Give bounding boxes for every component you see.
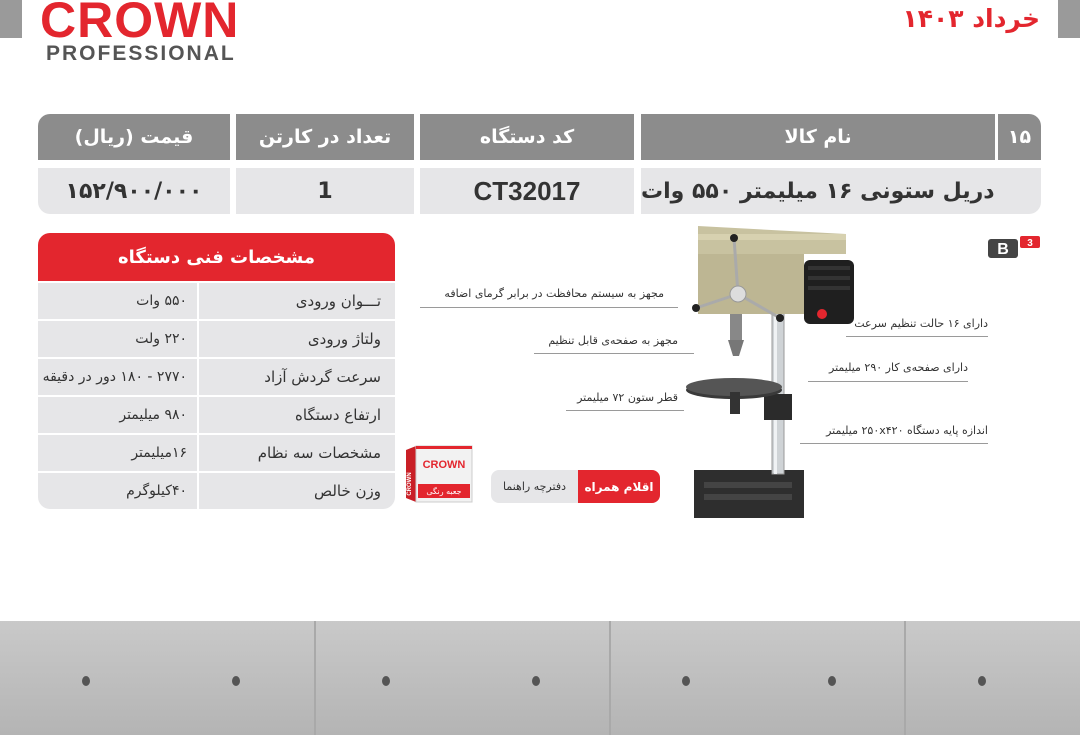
product-number: ۱۵	[998, 114, 1041, 160]
feature-note: قطر ستون ۷۲ میلیمتر	[577, 391, 678, 404]
accessories-title: اقلام همراه	[578, 470, 660, 503]
spec-row	[38, 473, 395, 509]
crown-logo	[40, 0, 239, 66]
header-price: قیمت (ریال)	[38, 114, 230, 160]
spec-value: ۲۲۰ ولت	[38, 321, 197, 357]
spec-label: تـــوان ورودی	[199, 283, 395, 319]
logo-sub-text: PROFESSIONAL	[46, 42, 236, 65]
value-price: ۱۵۲/۹۰۰/۰۰۰	[38, 168, 230, 214]
spec-label: وزن خالص	[199, 473, 395, 509]
value-carton-qty: 1	[236, 168, 414, 214]
specs-table	[38, 233, 395, 509]
spec-row	[38, 359, 395, 395]
accessories-item: دفترچه راهنما	[491, 470, 578, 503]
badge-sup: 3	[1027, 238, 1033, 249]
spec-value: ۴۰کیلوگرم	[38, 473, 197, 509]
concrete-wall-background	[0, 621, 1080, 735]
feature-note: دارای ۱۶ حالت تنظیم سرعت	[854, 317, 988, 330]
logo-main-text: CROWN	[40, 0, 240, 48]
accessories-box	[491, 470, 660, 503]
value-product-name: دریل ستونی ۱۶ میلیمتر ۵۵۰ وات	[641, 168, 1041, 214]
right-grey-strip	[1058, 0, 1080, 38]
note-line	[846, 336, 988, 337]
specs-title: مشخصات فنی دستگاه	[38, 233, 395, 281]
left-grey-strip	[0, 0, 22, 38]
b3-badge-icon	[988, 236, 1040, 258]
badge-letter: B	[997, 241, 1009, 258]
spec-label: سرعت گردش آزاد	[199, 359, 395, 395]
svg-text:CROWN: CROWN	[407, 472, 413, 496]
spec-value: ۱۶میلیمتر	[38, 435, 197, 471]
feature-note: اندازه پایه دستگاه ۲۵۰x۴۲۰ میلیمتر	[826, 424, 988, 437]
spec-label: مشخصات سه نظام	[199, 435, 395, 471]
note-line	[420, 307, 678, 308]
feature-note: دارای صفحه‌ی کار ۲۹۰ میلیمتر	[829, 361, 968, 374]
box-brand-text: CROWN	[422, 459, 466, 471]
header-product-name: نام کالا	[641, 114, 995, 160]
feature-note: مجهز به سیستم محافظت در برابر گرمای اضافه	[444, 287, 664, 300]
drill-press-image	[676, 224, 866, 520]
header-device-code: کد دستگاه	[420, 114, 634, 160]
spec-value: ۵۵۰ وات	[38, 283, 197, 319]
spec-label: ارتفاع دستگاه	[199, 397, 395, 433]
spec-row	[38, 321, 395, 357]
spec-value: ۲۷۷۰ - ۱۸۰ دور در دقیقه	[38, 359, 197, 395]
spec-label: ولتاژ ورودی	[199, 321, 395, 357]
note-line	[534, 353, 694, 354]
value-device-code: CT32017	[420, 168, 634, 214]
box-label-text: جعبه رنگی	[426, 487, 462, 496]
spec-row	[38, 397, 395, 433]
header-carton-qty: تعداد در کارتن	[236, 114, 414, 160]
feature-note: مجهز به صفحه‌ی قابل تنظیم	[548, 334, 678, 347]
color-box-icon	[404, 444, 474, 504]
catalog-date: خرداد ۱۴۰۳	[902, 4, 1040, 33]
spec-row	[38, 283, 395, 319]
spec-value: ۹۸۰ میلیمتر	[38, 397, 197, 433]
spec-row	[38, 435, 395, 471]
note-line	[566, 410, 684, 411]
